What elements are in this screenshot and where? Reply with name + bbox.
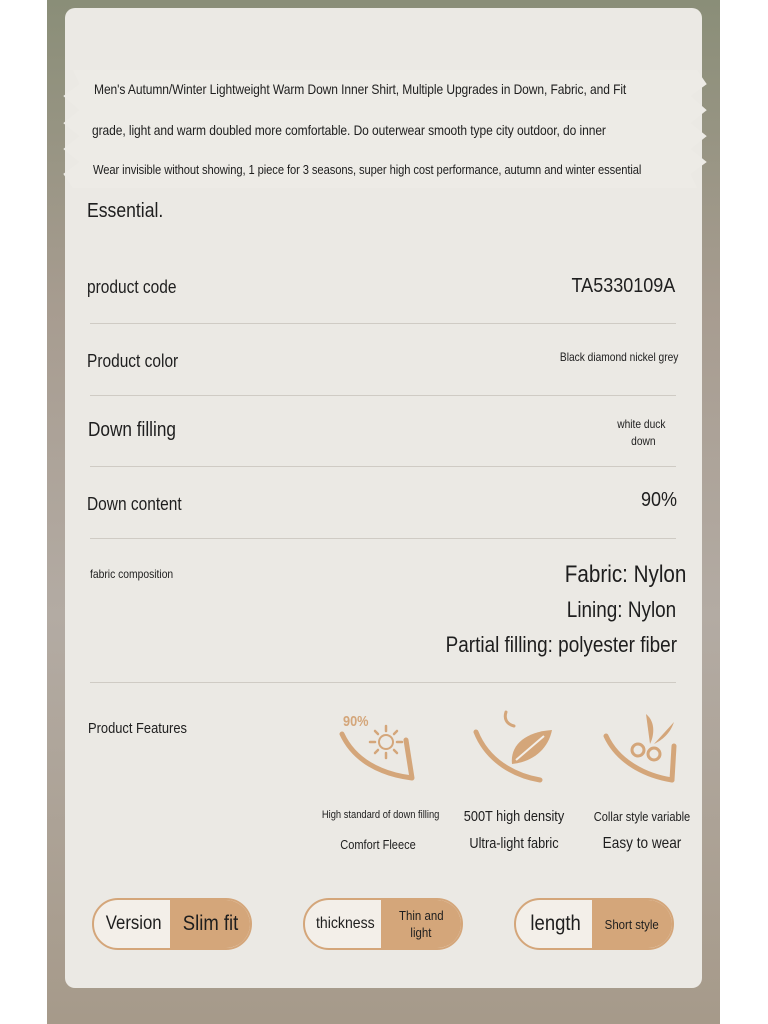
spec-label-down-content: Down content [87, 494, 182, 514]
scissors-icon [602, 710, 682, 784]
version-pill-value: Slim fit [182, 912, 238, 935]
spec-value-down-filling-2: down [631, 434, 656, 448]
divider [90, 323, 676, 324]
spec-value-product-color: Black diamond nickel grey [559, 350, 678, 364]
feature-3-line-1: Collar style variable [593, 809, 691, 824]
intro-line-1: Men's Autumn/Winter Lightweight Warm Down Inner Shirt, Multiple Upgrades in Down, Fabric, and Fit [94, 81, 627, 97]
feature-badge-90: 90% [343, 713, 369, 730]
fabric-line-2: Lining: Nylon [566, 597, 676, 622]
feature-2-line-1: 500T high density [463, 808, 565, 825]
length-pill-value: Short style [604, 916, 660, 932]
thickness-pill-value-2: light [410, 925, 432, 940]
intro-line-4: Essential. [87, 200, 164, 222]
feature-1-line-2: Comfort Fleece [340, 837, 416, 852]
features-label: Product Features [88, 720, 187, 737]
spec-label-product-color: Product color [87, 351, 179, 371]
length-pill-label: length [530, 912, 582, 935]
fabric-line-3: Partial filling: polyester fiber [445, 632, 677, 657]
fabric-label: fabric composition [90, 567, 174, 581]
thickness-pill [303, 898, 463, 950]
version-pill [92, 898, 252, 950]
feature-2-line-2: Ultra-light fabric [469, 835, 559, 852]
feature-1-line-1: High standard of down filling [321, 809, 440, 821]
intro-line-3: Wear invisible without showing, 1 piece for 3 seasons, super high cost performance, autumn and winter essential [93, 162, 642, 177]
spec-label-down-filling: Down filling [88, 419, 176, 441]
spec-label-product-code: product code [87, 277, 177, 297]
fabric-line-1: Fabric: Nylon [564, 561, 686, 588]
thickness-pill-value-1: Thin and [398, 908, 444, 923]
leaf-icon [472, 708, 556, 784]
feature-3-line-2: Easy to wear [602, 835, 682, 852]
spec-value-down-filling-1: white duck [617, 417, 666, 431]
divider [90, 682, 676, 683]
spec-value-product-code: TA5330109A [571, 275, 675, 297]
divider [90, 538, 676, 539]
divider [90, 395, 676, 396]
version-pill-label: Version [106, 913, 162, 934]
divider [90, 466, 676, 467]
length-pill [514, 898, 674, 950]
spec-value-down-content: 90% [640, 489, 677, 511]
thickness-pill-label: thickness [315, 915, 375, 932]
intro-line-2: grade, light and warm doubled more comfortable. Do outerwear smooth type city outdoor, do inner [92, 122, 606, 138]
